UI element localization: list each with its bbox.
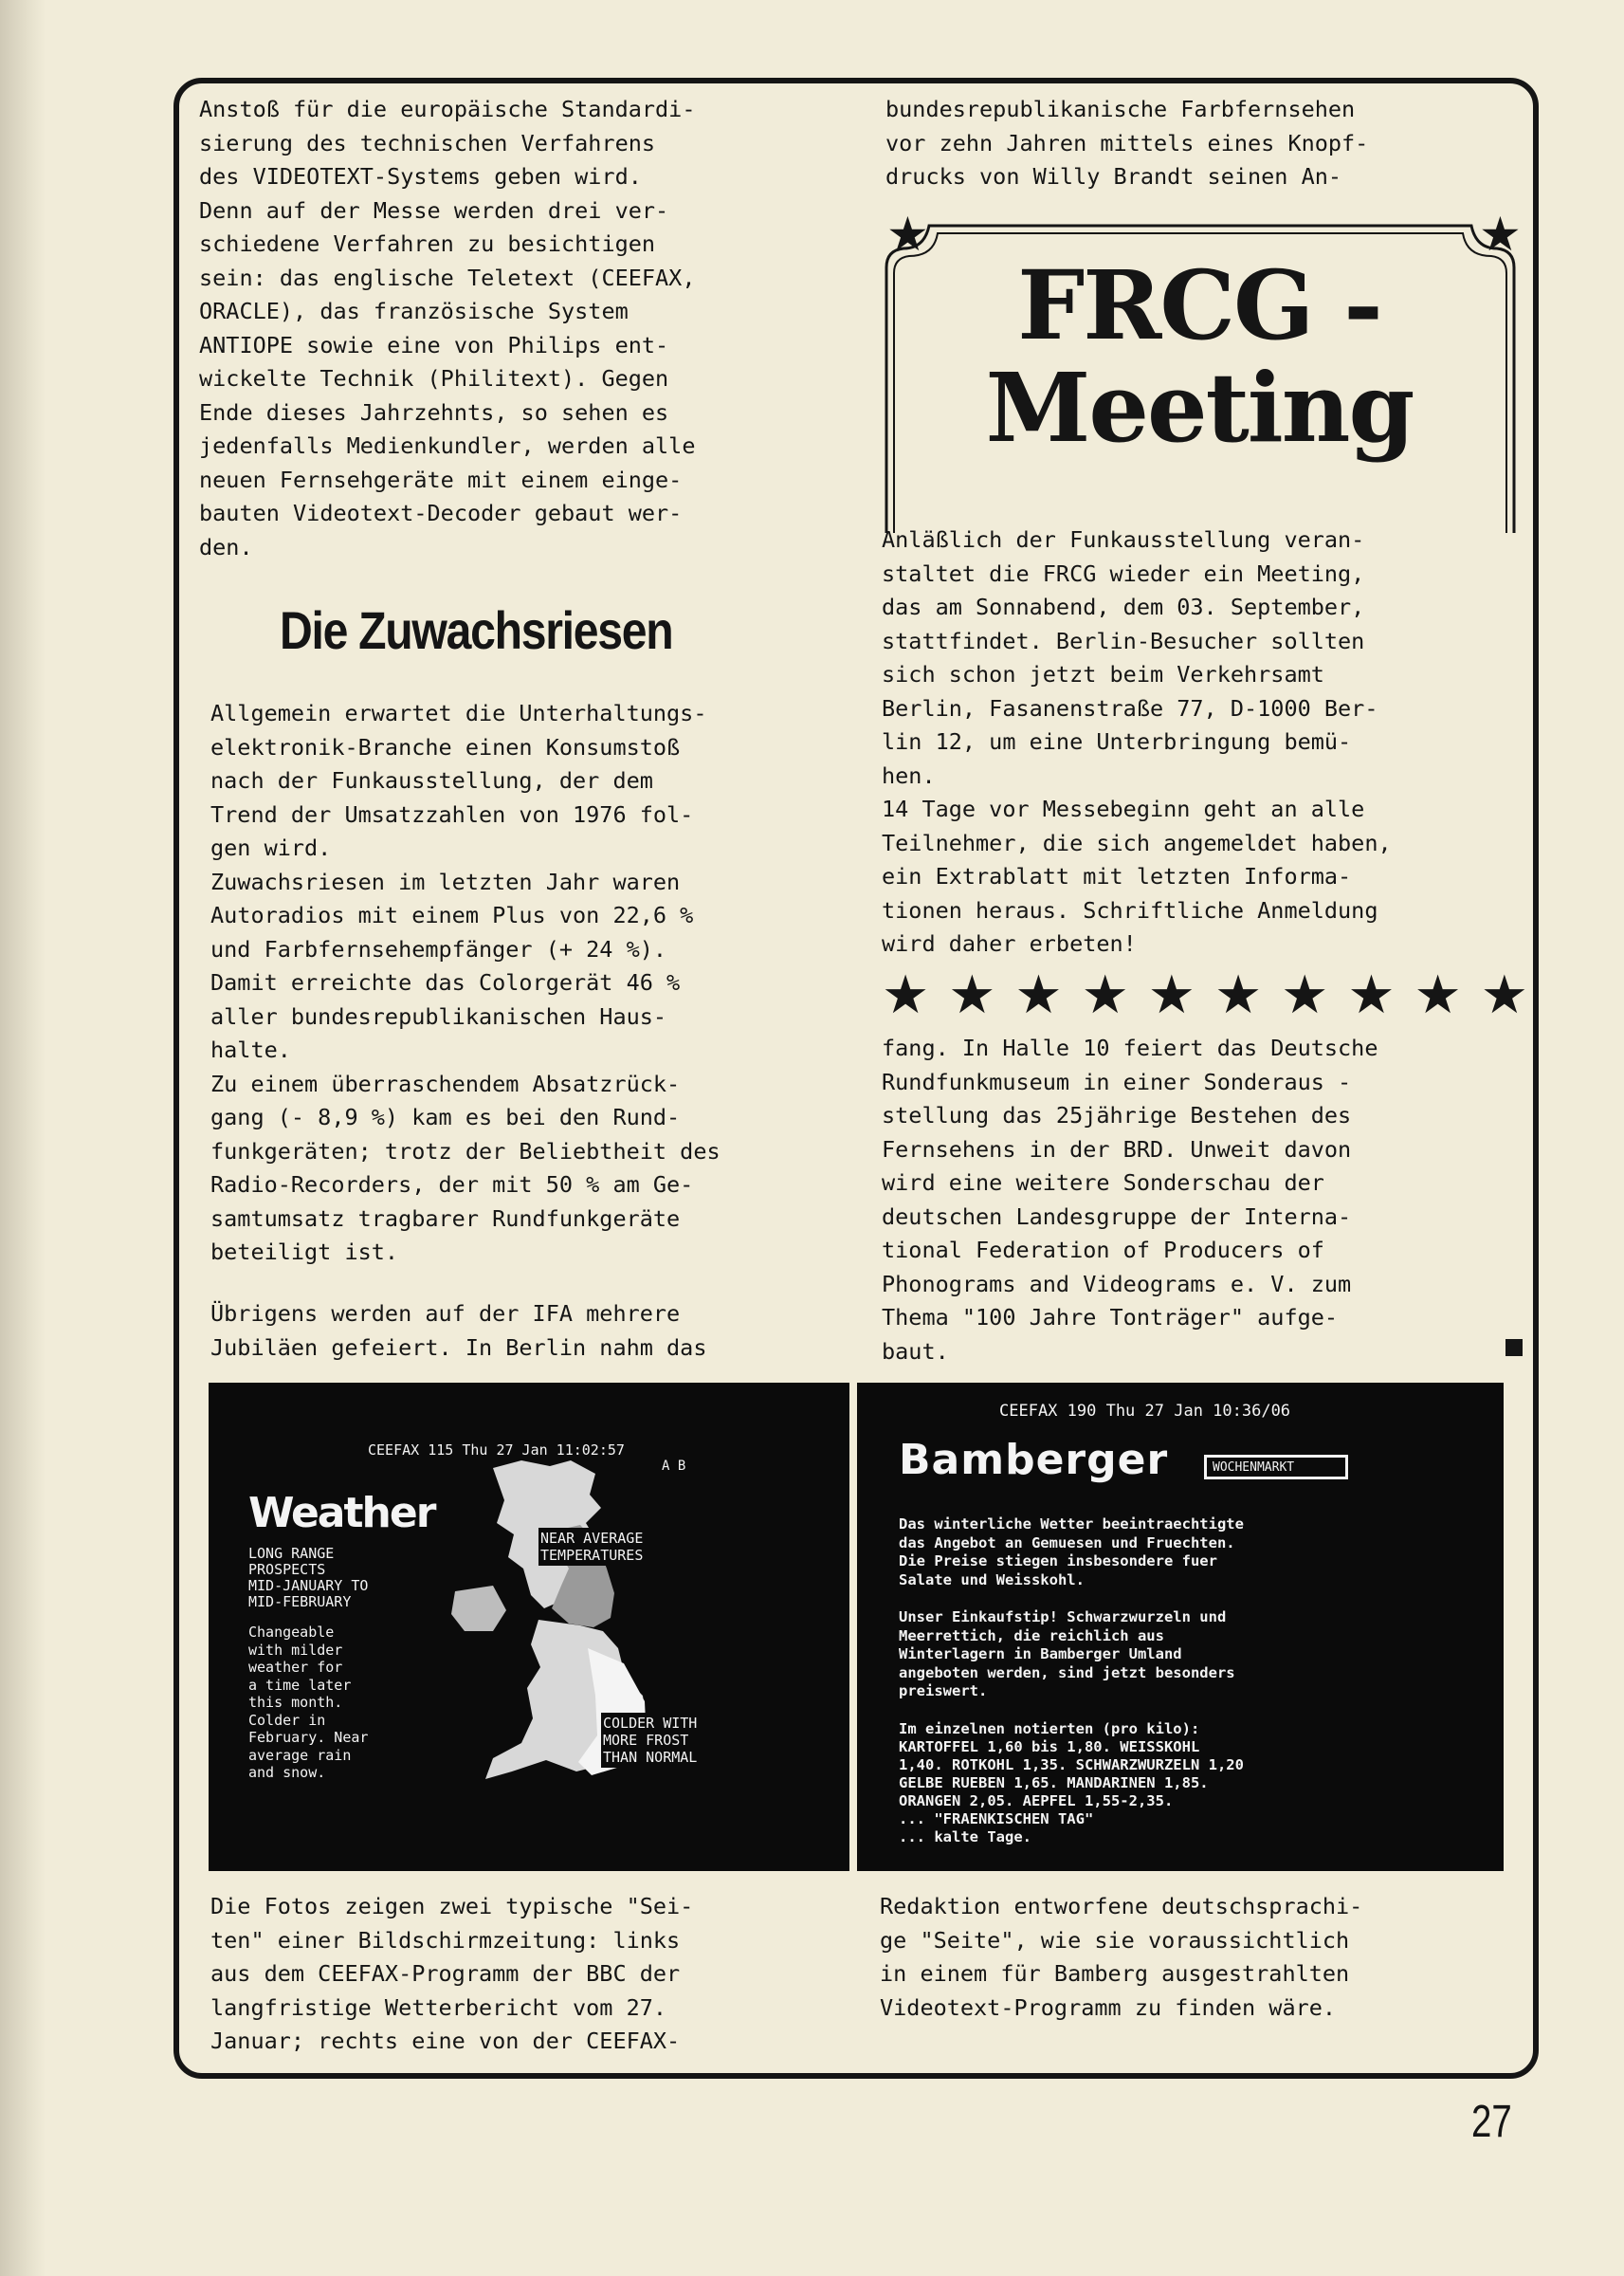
caption-line: ge "Seite", wie sie voraussichtlich — [880, 1926, 1350, 1954]
right-continuation-paragraph — [882, 1032, 1523, 1368]
text-line: Denn auf der Messe werden drei ver- — [199, 196, 669, 224]
text-line: Allgemein erwartet die Unterhaltungs- — [210, 700, 707, 726]
text-line: gang (- 8,9 %) kam es bei den Rund- — [210, 1104, 681, 1130]
text-line: ORACLE), das französische System — [199, 298, 629, 324]
star-icon: ★ — [1480, 964, 1528, 1026]
caption-line: aus dem CEEFAX-Programm der BBC der — [210, 1960, 681, 1987]
text-line: Fernsehens in der BRD. Unweit davon — [882, 1135, 1352, 1163]
star-right-icon: ★ — [1479, 207, 1522, 262]
weather-forecast-text — [248, 1624, 368, 1782]
text-line: Teilnehmer, die sich angemeldet haben, — [882, 829, 1392, 856]
text-line: deutschen Landesgruppe der Interna- — [882, 1202, 1352, 1230]
text-line: stattfindet. Berlin-Besucher sollten — [882, 627, 1365, 654]
frcg-title-line2: Meeting — [985, 352, 1414, 464]
wochenmarkt-tag-box — [1204, 1455, 1348, 1479]
text-line: Zuwachsriesen im letzten Jahr waren — [210, 868, 681, 895]
screen-line: Salate und Weisskohl. — [899, 1570, 1085, 1588]
star-icon: ★ — [1347, 964, 1396, 1026]
screen-line: Das winterliche Wetter beeintraechtigte — [899, 1515, 1244, 1533]
text-line: staltet die FRCG wieder ein Meeting, — [882, 560, 1365, 587]
star-icon: ★ — [1147, 964, 1195, 1026]
bamberger-paragraph-1 — [899, 1515, 1244, 1589]
text-line: Radio-Recorders, der mit 50 % am Ge- — [210, 1171, 694, 1198]
screen-line: das Angebot an Gemuesen und Fruechten. — [899, 1533, 1235, 1551]
text-line: Rundfunkmuseum in einer Sonderaus - — [882, 1068, 1352, 1095]
text-line: beteiligt ist. — [210, 1239, 399, 1265]
star-icon: ★ — [882, 964, 930, 1026]
section-heading: Die Zuwachsriesen — [280, 600, 673, 660]
text-line: das am Sonnabend, dem 03. September, — [882, 594, 1365, 620]
text-line: Übrigens werden auf der IFA mehrere — [210, 1300, 681, 1327]
text-line: sich schon jetzt beim Verkehrsamt — [882, 661, 1324, 688]
text-line: samtumsatz tragbarer Rundfunkgeräte — [210, 1204, 681, 1232]
screen-line: MID-FEBRUARY — [248, 1593, 352, 1610]
weather-subtitle — [248, 1546, 368, 1610]
caption-line: Januar; rechts eine von der CEEFAX- — [210, 2028, 681, 2054]
screen-line: ORANGEN 2,05. AEPFEL 1,55-2,35. — [899, 1792, 1174, 1809]
screen-line: Colder in — [248, 1711, 326, 1729]
text-line: stellung das 25jährige Bestehen des — [882, 1102, 1352, 1129]
ceefax-bamberger-screen — [857, 1383, 1504, 1871]
text-line: schiedene Verfahren zu besichtigen — [199, 230, 656, 257]
screen-line: PROSPECTS — [248, 1561, 326, 1578]
text-line: Anstoß für die europäische Standardi- — [199, 96, 696, 122]
frcg-text-paragraph — [882, 523, 1523, 962]
right-top-paragraph — [885, 93, 1523, 194]
text-line: neuen Fernsehgeräte mit einem einge- — [199, 466, 683, 493]
star-divider — [882, 965, 1528, 1026]
text-line: Jubiläen gefeiert. In Berlin nahm das — [210, 1333, 707, 1361]
screen-line: COLDER WITH — [603, 1715, 698, 1732]
screen-line: ... "FRAENKISCHEN TAG" — [899, 1810, 1094, 1827]
bamberger-paragraph-2 — [899, 1608, 1235, 1701]
caption-line: Videotext-Programm zu finden wäre. — [880, 1993, 1337, 2021]
left-intro-paragraph — [199, 93, 838, 564]
screen-line: and snow. — [248, 1764, 326, 1781]
text-line: den. — [199, 533, 253, 560]
text-line: tional Federation of Producers of — [882, 1237, 1324, 1263]
screen-line: MORE FROST — [603, 1732, 689, 1749]
text-line: 14 Tage vor Messebeginn geht an alle — [882, 796, 1365, 822]
ceefax-header: CEEFAX 115 Thu 27 Jan 11:02:57 — [368, 1441, 625, 1459]
star-icon: ★ — [948, 964, 996, 1026]
bamberger-prices — [899, 1720, 1244, 1846]
screen-line: KARTOFFEL 1,60 bis 1,80. WEISSKOHL — [899, 1738, 1200, 1755]
text-line: funkgeräten; trotz der Beliebtheit des — [210, 1137, 721, 1165]
text-line: nach der Funkausstellung, der dem — [210, 767, 653, 794]
star-icon: ★ — [1081, 964, 1129, 1026]
text-line: Phonograms and Videograms e. V. zum — [882, 1270, 1352, 1297]
caption-line: Die Fotos zeigen zwei typische "Sei- — [210, 1893, 694, 1919]
screen-line: MID-JANUARY TO — [248, 1577, 369, 1594]
ceefax-ab: A B — [662, 1459, 686, 1474]
screen-line: preiswert. — [899, 1682, 988, 1699]
text-line: wickelte Technik (Philitext). Gegen — [199, 365, 669, 392]
screen-line: ... kalte Tage. — [899, 1828, 1031, 1845]
colder-label — [601, 1713, 699, 1768]
text-line: tionen heraus. Schriftliche Anmeldung — [882, 896, 1378, 924]
screen-line: a time later — [248, 1676, 352, 1694]
star-icon: ★ — [1014, 964, 1063, 1026]
text-line: Ende dieses Jahrzehnts, so sehen es — [199, 398, 669, 426]
photo-caption-right — [880, 1890, 1523, 2025]
text-line: lin 12, um eine Unterbringung bemü- — [882, 728, 1352, 755]
star-left-icon: ★ — [886, 207, 929, 262]
star-icon: ★ — [1213, 964, 1263, 1026]
screen-line: average rain — [248, 1746, 352, 1764]
text-line: bauten Videotext-Decoder gebaut wer- — [199, 500, 683, 526]
left-end-paragraph — [210, 1297, 838, 1365]
text-line: bundesrepublikanische Farbfernsehen — [885, 96, 1356, 122]
screen-line: NEAR AVERAGE — [540, 1530, 644, 1547]
text-line: baut. — [882, 1337, 949, 1365]
text-line: gen wird. — [210, 835, 332, 861]
screen-line: weather for — [248, 1659, 343, 1676]
text-line: vor zehn Jahren mittels eines Knopf- — [885, 129, 1369, 156]
frcg-title — [882, 249, 1517, 464]
text-line: sein: das englische Teletext (CEEFAX, — [199, 264, 696, 291]
text-line: fang. In Halle 10 feiert das Deutsche — [882, 1035, 1378, 1061]
text-line: elektronik-Branche einen Konsumstoß — [210, 733, 681, 761]
screen-line: Meerrettich, die reichlich aus — [899, 1626, 1164, 1644]
text-line: wird daher erbeten! — [882, 930, 1137, 957]
star-icon: ★ — [1414, 964, 1462, 1026]
screen-line: GELBE RUEBEN 1,65. MANDARINEN 1,85. — [899, 1774, 1209, 1791]
text-line: halte. — [210, 1037, 291, 1063]
weather-title: Weather — [248, 1489, 435, 1537]
text-line: Damit erreichte das Colorgerät 46 % — [210, 969, 681, 996]
caption-line: Redaktion entworfene deutschsprachi- — [880, 1893, 1363, 1919]
text-line: Trend der Umsatzzahlen von 1976 fol- — [210, 800, 694, 828]
frcg-title-box — [882, 209, 1517, 531]
left-body-paragraph — [210, 697, 838, 1270]
screen-line: Unser Einkaufstip! Schwarzwurzeln und — [899, 1608, 1227, 1625]
caption-line: in einem für Bamberg ausgestrahlten — [880, 1960, 1350, 1987]
screen-line: with milder — [248, 1641, 343, 1659]
near-average-label — [538, 1528, 645, 1566]
text-line: Anläßlich der Funkausstellung veran- — [882, 526, 1365, 553]
text-line: Thema "100 Jahre Tonträger" aufge- — [882, 1304, 1339, 1331]
screen-line: Die Preise stiegen insbesondere fuer — [899, 1552, 1217, 1569]
screen-line: TEMPERATURES — [540, 1547, 644, 1564]
text-line: hen. — [882, 762, 936, 789]
text-line: Berlin, Fasanenstraße 77, D-1000 Ber- — [882, 694, 1378, 722]
photo-caption-left — [210, 1890, 832, 2059]
screen-line: 1,40. ROTKOHL 1,35. SCHWARZWURZELN 1,20 — [899, 1756, 1244, 1773]
end-of-article-mark — [1505, 1339, 1523, 1356]
screen-line: Im einzelnen notierten (pro kilo): — [899, 1720, 1200, 1737]
text-line: ein Extrablatt mit letzten Informa- — [882, 863, 1352, 890]
text-line: drucks von Willy Brandt seinen An- — [885, 163, 1342, 190]
screen-line: Changeable — [248, 1624, 335, 1641]
page-binding-shadow — [0, 0, 46, 2276]
frcg-title-line1: FRCG - — [1017, 249, 1381, 361]
ceefax-header-right: CEEFAX 190 Thu 27 Jan 10:36/06 — [999, 1402, 1291, 1421]
page-number: 27 — [1471, 2097, 1512, 2147]
ceefax-weather-screen — [209, 1383, 849, 1871]
wochenmarkt-tag: WOCHENMARKT — [1213, 1460, 1295, 1475]
text-line: sierung des technischen Verfahrens — [199, 129, 656, 156]
caption-line: ten" einer Bildschirmzeitung: links — [210, 1926, 681, 1954]
text-line: ANTIOPE sowie eine von Philips ent- — [199, 331, 669, 358]
screen-line: THAN NORMAL — [603, 1749, 698, 1766]
text-line: aller bundesrepublikanischen Haus- — [210, 1002, 667, 1030]
caption-line: langfristige Wetterbericht vom 27. — [210, 1993, 667, 2021]
text-line: Autoradios mit einem Plus von 22,6 % — [210, 902, 694, 928]
text-line: und Farbfernsehempfänger (+ 24 %). — [210, 935, 667, 963]
text-line: jedenfalls Medienkundler, werden alle — [199, 432, 696, 459]
text-line: wird eine weitere Sonderschau der — [882, 1169, 1324, 1196]
screen-line: LONG RANGE — [248, 1545, 335, 1562]
screen-line: Winterlagern in Bamberger Umland — [899, 1645, 1182, 1662]
screen-line: February. Near — [248, 1729, 369, 1746]
text-line: des VIDEOTEXT-Systems geben wird. — [199, 163, 642, 190]
star-icon: ★ — [1281, 964, 1329, 1026]
screen-line: this month. — [248, 1694, 343, 1711]
screen-line: angeboten werden, sind jetzt besonders — [899, 1663, 1235, 1681]
text-line: Zu einem überraschendem Absatzrück- — [210, 1070, 681, 1097]
bamberger-title: Bamberger — [899, 1436, 1169, 1484]
